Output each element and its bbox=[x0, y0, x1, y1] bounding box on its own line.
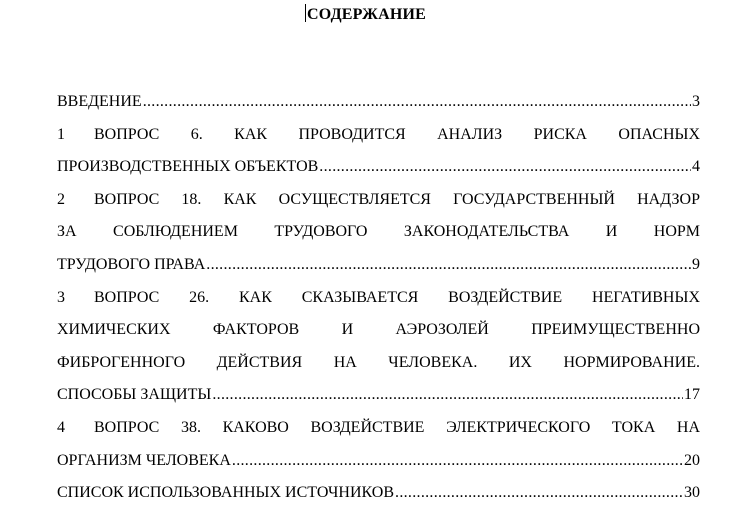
toc-entry-number: 2 bbox=[57, 190, 65, 208]
text-cursor bbox=[305, 4, 306, 22]
toc-page-number: 3 bbox=[692, 93, 700, 110]
toc-entry-number: 1 bbox=[57, 125, 65, 143]
dot-leader bbox=[212, 381, 683, 409]
toc-entry-2-line-2[interactable] bbox=[57, 218, 700, 251]
toc-entry-4-last-line[interactable] bbox=[57, 447, 700, 480]
dot-leader bbox=[143, 88, 691, 116]
toc-entry-3-line-3[interactable] bbox=[57, 349, 700, 382]
toc-entry-number: 3 bbox=[57, 288, 65, 306]
toc-entry-title: ХИМИЧЕСКИХ ФАКТОРОВ И АЭРОЗОЛЕЙ ПРЕИМУЩЕСТВЕННО bbox=[57, 321, 700, 339]
toc-entry-3-line-2[interactable] bbox=[57, 316, 700, 349]
page-title bbox=[0, 4, 731, 24]
toc-entry-2-last-line[interactable] bbox=[57, 251, 700, 284]
toc-entry-title: ФИБРОГЕННОГО ДЕЙСТВИЯ НА ЧЕЛОВЕКА. ИХ НОРМИРОВАНИЕ. bbox=[57, 353, 700, 371]
toc-entry-title: ВВЕДЕНИЕ bbox=[57, 93, 142, 110]
toc-page-number: 4 bbox=[692, 158, 700, 176]
toc-entry-title: СПИСОК ИСПОЛЬЗОВАННЫХ ИСТОЧНИКОВ bbox=[57, 484, 395, 502]
dot-leader bbox=[319, 153, 691, 181]
table-of-contents bbox=[57, 88, 700, 512]
toc-entry-title: ВОПРОС 18. КАК ОСУЩЕСТВЛЯЕТСЯ ГОСУДАРСТВЕННЫЙ НАДЗОР bbox=[94, 190, 700, 208]
toc-entry-3-last-line[interactable] bbox=[57, 381, 700, 414]
toc-entry-title: ТРУДОВОГО ПРАВА bbox=[57, 255, 206, 273]
toc-entry-2-line-1[interactable] bbox=[57, 186, 700, 219]
toc-page-number: 17 bbox=[684, 386, 700, 404]
toc-page-number: 20 bbox=[684, 451, 700, 469]
toc-entry-4-line-1[interactable] bbox=[57, 414, 700, 447]
toc-entry-title: ПРОИЗВОДСТВЕННЫХ ОБЪЕКТОВ bbox=[57, 158, 319, 176]
toc-entry-title: ОРГАНИЗМ ЧЕЛОВЕКА bbox=[57, 451, 231, 469]
toc-entry-title: ВОПРОС 38. КАКОВО ВОЗДЕЙСТВИЕ ЭЛЕКТРИЧЕСКОГО ТОКА НА bbox=[94, 418, 700, 436]
toc-entry-number: 4 bbox=[57, 418, 65, 436]
toc-page-number: 30 bbox=[684, 484, 700, 502]
toc-entry-1-line-1[interactable] bbox=[57, 121, 700, 154]
toc-entry-title: ВОПРОС 6. КАК ПРОВОДИТСЯ АНАЛИЗ РИСКА ОПАСНЫХ bbox=[94, 125, 700, 143]
toc-page-number: 9 bbox=[692, 255, 700, 273]
dot-leader bbox=[206, 251, 691, 279]
toc-entry-1-last-line[interactable] bbox=[57, 153, 700, 186]
toc-entry-references[interactable] bbox=[57, 479, 700, 512]
toc-entry-title: ВОПРОС 26. КАК СКАЗЫВАЕТСЯ ВОЗДЕЙСТВИЕ НЕГАТИВНЫХ bbox=[94, 288, 700, 306]
toc-entry-title: СПОСОБЫ ЗАЩИТЫ bbox=[57, 386, 212, 404]
toc-entry-introduction[interactable] bbox=[57, 88, 700, 121]
toc-entry-3-line-1[interactable] bbox=[57, 284, 700, 317]
dot-leader bbox=[395, 479, 683, 507]
title-text: СОДЕРЖАНИЕ bbox=[306, 6, 427, 23]
dot-leader bbox=[232, 447, 683, 475]
toc-entry-title: ЗА СОБЛЮДЕНИЕМ ТРУДОВОГО ЗАКОНОДАТЕЛЬСТВА И НОРМ bbox=[57, 223, 700, 241]
